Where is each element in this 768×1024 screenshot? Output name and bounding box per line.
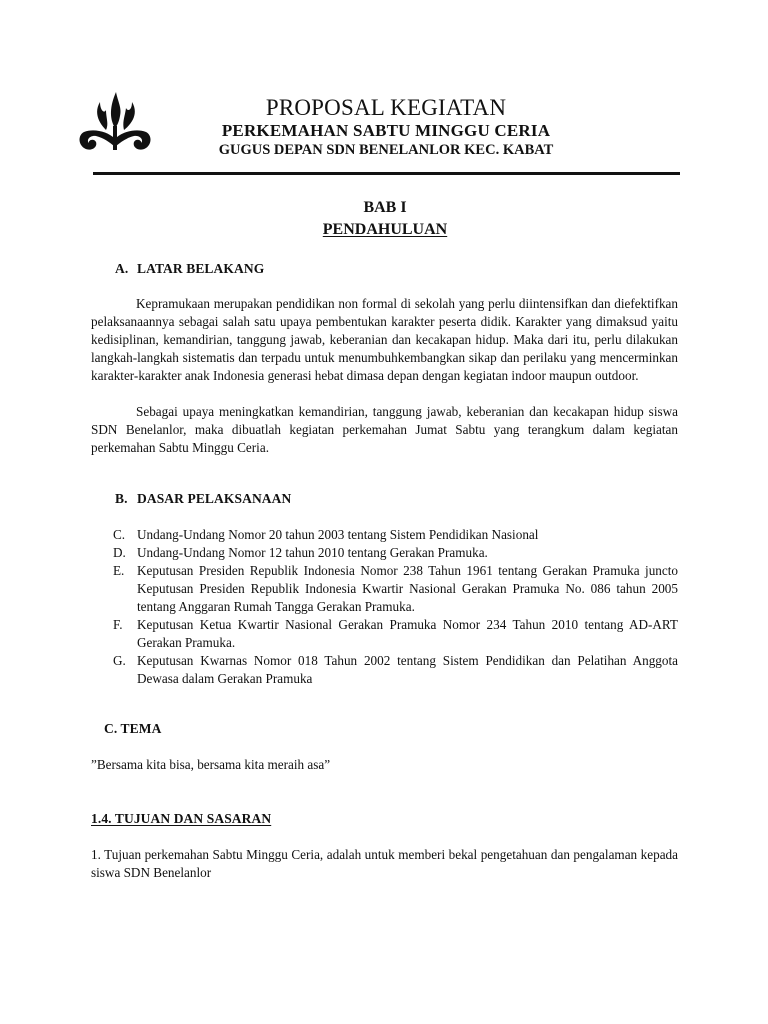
document-title: PROPOSAL KEGIATAN (265, 95, 507, 120)
section-heading-dasar-pelaksanaan (115, 491, 291, 507)
list-item-text: Keputusan Kwarnas Nomor 018 Tahun 2002 tentang Sistem Pendidikan dan Pelatihan Anggota Dewasa dalam Gerakan Pramuka (137, 653, 678, 686)
list-item (113, 652, 678, 688)
list-item (113, 562, 678, 616)
section-title: DASAR PELAKSANAAN (137, 491, 292, 506)
section-heading-tujuan-sasaran: 1.4. TUJUAN DAN SASARAN (91, 811, 272, 826)
document-subtitle: PERKEMAHAN SABTU MINGGU CERIA (221, 121, 551, 140)
list-item (113, 544, 678, 562)
list-item-text: Undang-Undang Nomor 12 tahun 2010 tentang Gerakan Pramuka. (137, 545, 488, 560)
header-divider (93, 172, 680, 175)
section-title: LATAR BELAKANG (137, 261, 265, 276)
chapter-title: PENDAHULUAN (322, 221, 448, 238)
legal-basis-list (113, 526, 678, 688)
list-marker: G. (113, 653, 126, 668)
chapter-number: BAB I (363, 199, 407, 216)
section-heading-latar-belakang (115, 261, 264, 277)
list-marker: C. (113, 527, 126, 542)
paragraph: Sebagai upaya meningkatkan kemandirian, tanggung jawab, keberanian dan kecakapan hidup siswa SDN Benelanlor, maka dibuatlah kegiatan perkemahan Jumat Sabtu yang terangkum dalam kegiatan perkemahan Sabtu Minggu Ceria. (91, 404, 678, 455)
organization-name: GUGUS DEPAN SDN BENELANLOR KEC. KABAT (218, 142, 554, 158)
theme-text: ”Bersama kita bisa, bersama kita meraih asa” (91, 757, 331, 772)
paragraph: 1. Tujuan perkemahan Sabtu Minggu Ceria, adalah untuk memberi bekal pengetahuan dan pengalaman kepada siswa SDN Benelanlor (91, 847, 678, 880)
section-letter: A. (115, 261, 129, 276)
list-item-text: Keputusan Presiden Republik Indonesia Nomor 238 Tahun 1961 tentang Gerakan Pramuka juncto Keputusan Presiden Republik Indonesia Kwartir Nasional Gerakan Pramuka No. 086 tahun 2005 tentang Anggaran Rumah Tangga Gerakan Pramuka. (137, 563, 678, 614)
list-item-text: Undang-Undang Nomor 20 tahun 2003 tentang Sistem Pendidikan Nasional (137, 527, 539, 542)
paragraph: Kepramukaan merupakan pendidikan non formal di sekolah yang perlu diintensifkan dan diefektifkan pelaksanaannya sebagai salah satu upaya pembentukan karakter peserta didik. Karakter yang dimaksud yaitu kedisiplinan, kemandirian, tanggung jawab, keberanian dan kecakapan hidup. Maka dari itu, perlu dilakukan langkah-langkah sistematis dan terpadu untuk menumbuhkembangkan sikap dan perilaku yang mencerminkan karakter-karakter anak Indonesia generasi hebat dimasa depan dengan kegiatan indoor maupun outdoor. (91, 296, 678, 383)
list-item (113, 616, 678, 652)
section-heading-tema: C. TEMA (104, 721, 162, 736)
list-marker: F. (113, 617, 123, 632)
list-marker: D. (113, 545, 126, 560)
list-item-text: Keputusan Ketua Kwartir Nasional Gerakan Pramuka Nomor 234 Tahun 2010 tentang AD-ART Gerakan Pramuka. (137, 617, 678, 650)
list-item (113, 526, 678, 544)
section-letter: B. (115, 491, 128, 506)
list-marker: E. (113, 563, 125, 578)
